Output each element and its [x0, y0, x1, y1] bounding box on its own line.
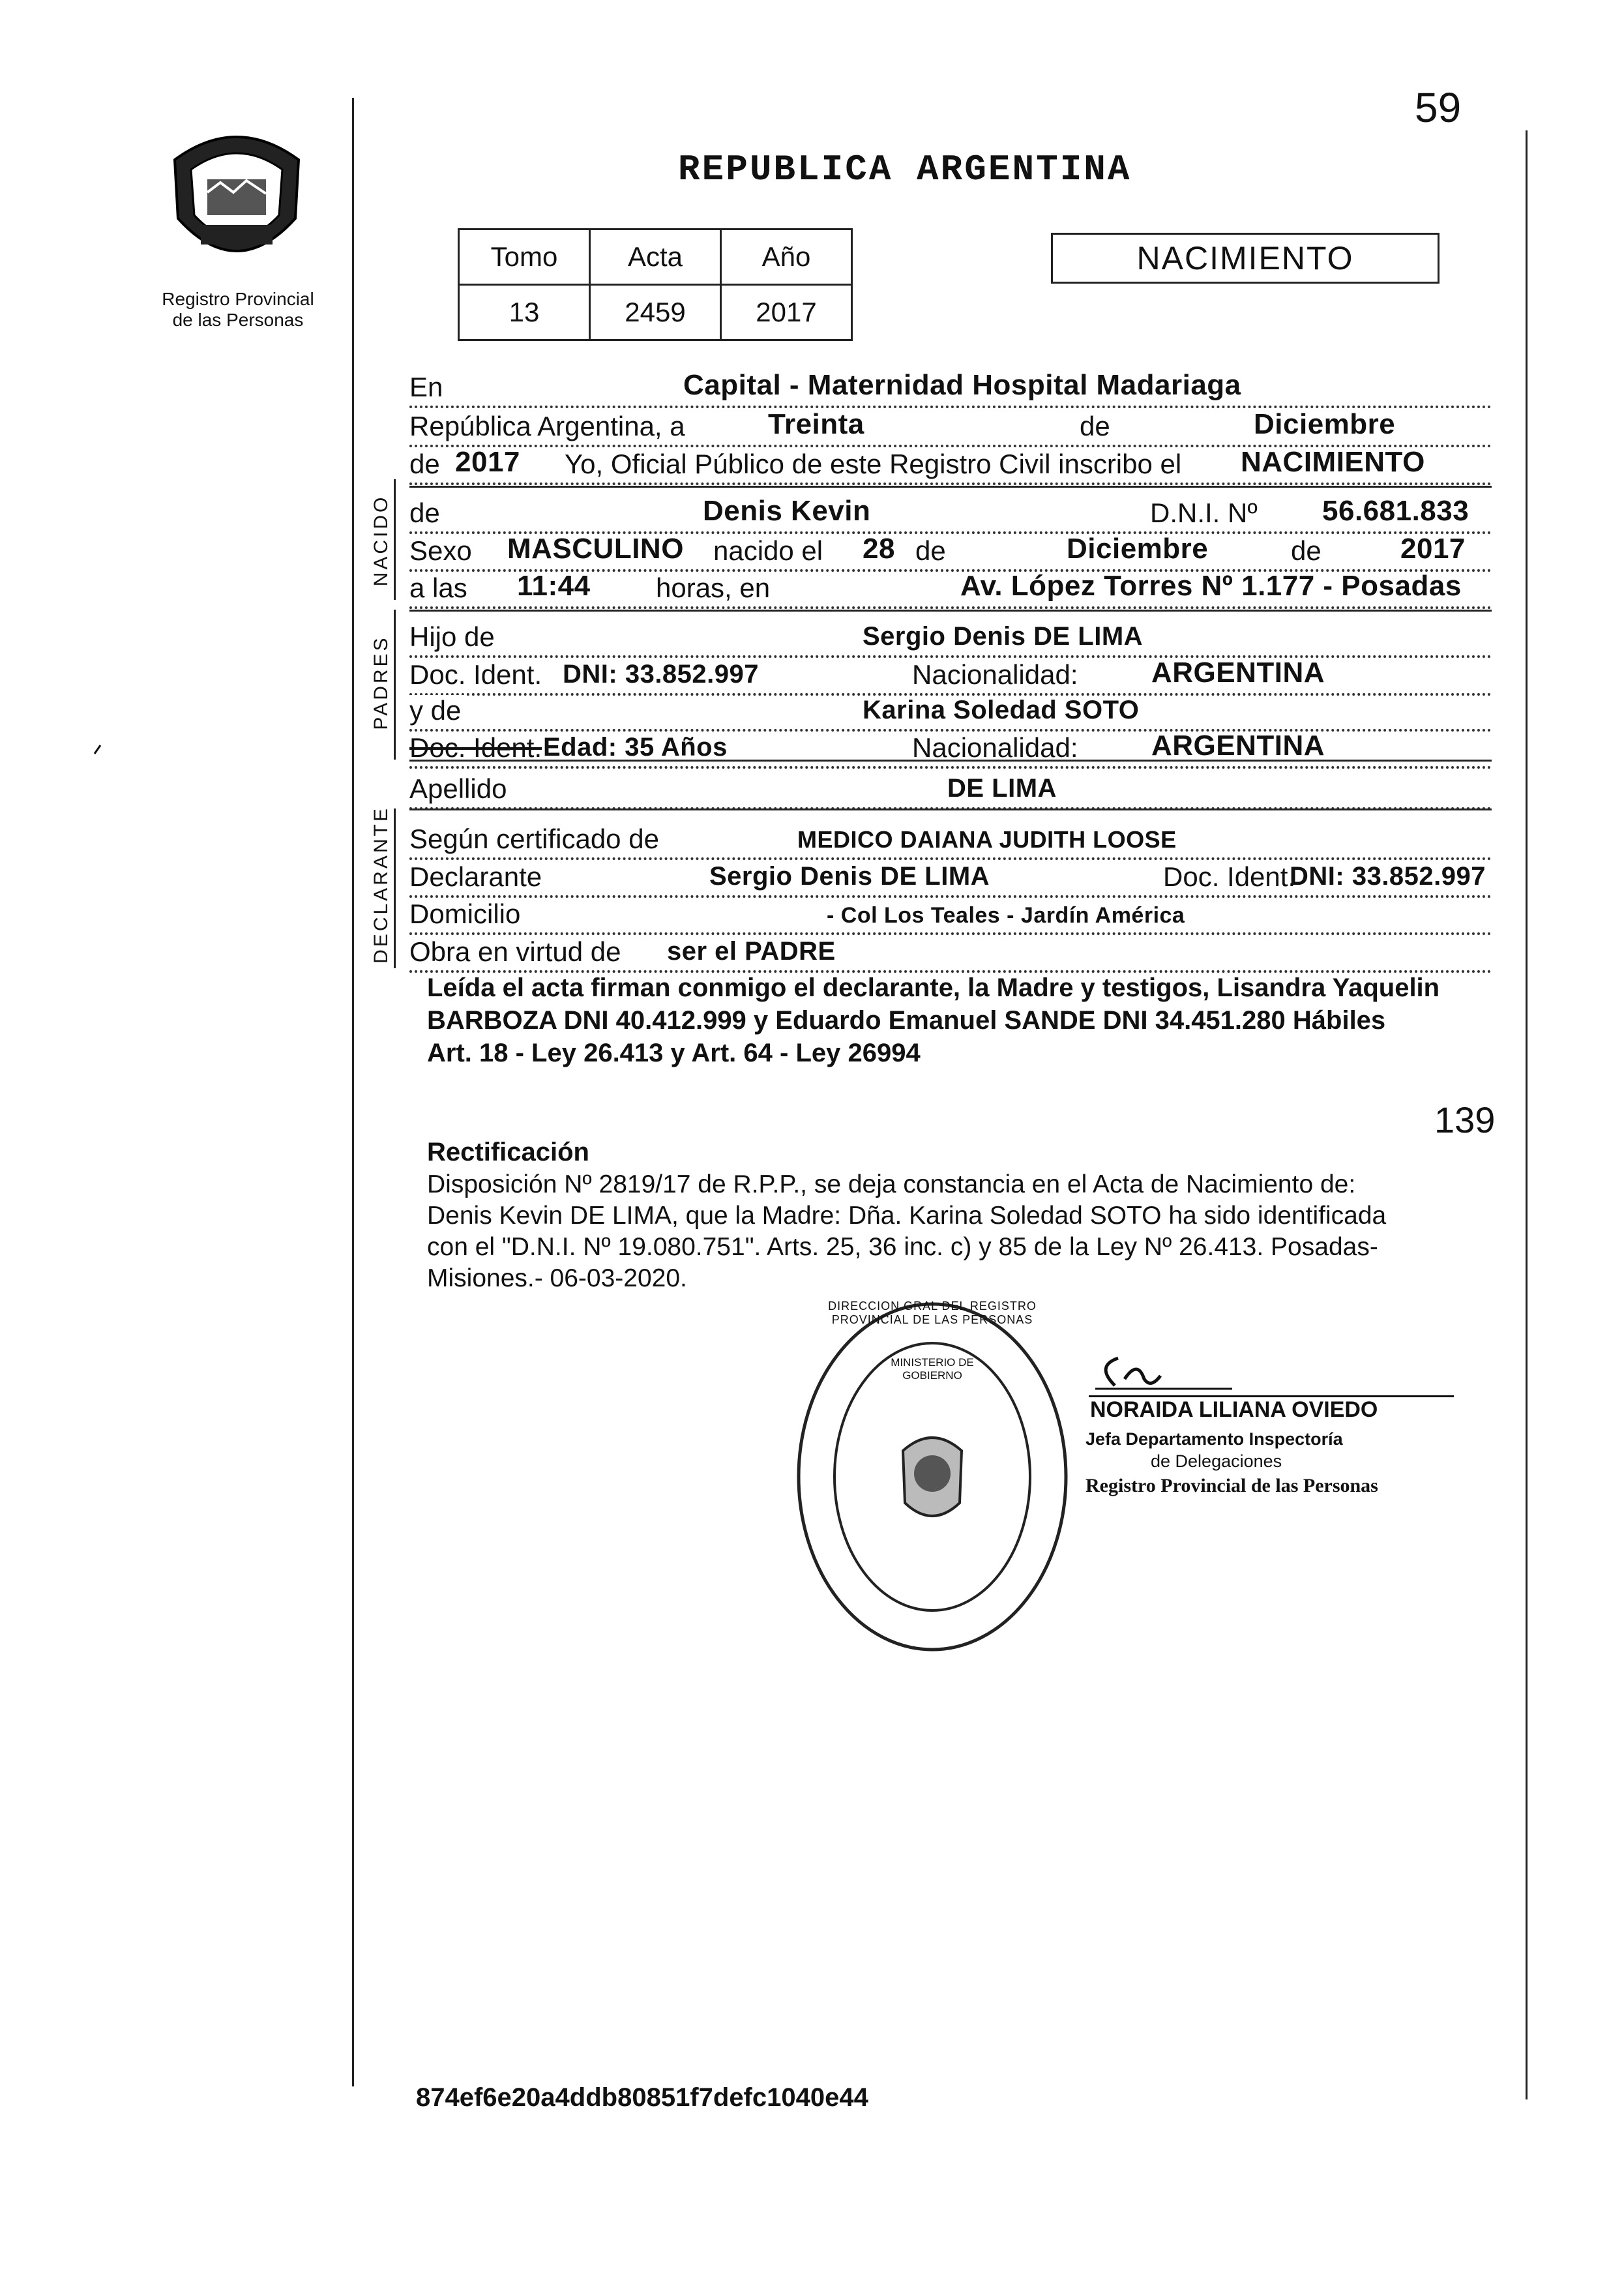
de3-label: de — [409, 497, 444, 529]
rectificacion-line3: con el "D.N.I. Nº 19.080.751". Arts. 25, 36 inc. c) y 85 de la Ley Nº 26.413. Posadas- — [427, 1233, 1378, 1261]
republica-label: República Argentina, a — [409, 411, 689, 442]
section-label-nacido: NACIDO — [370, 494, 392, 587]
certificado-value: MEDICO DAIANA JUDITH LOOSE — [797, 826, 1177, 853]
y-de-label: y de — [409, 695, 465, 726]
madre-doc-value: Edad: 35 Años — [543, 733, 728, 762]
sexo-label: Sexo — [409, 535, 476, 567]
sexo-value: MASCULINO — [507, 533, 684, 565]
horas-label: horas, en — [652, 572, 774, 604]
lectura-line1: Leída el acta firman conmigo el declarante, la Madre y testigos, Lisandra Yaquelin — [427, 973, 1440, 1002]
nacido-label: nacido el — [709, 535, 827, 567]
padre-value: Sergio Denis DE LIMA — [863, 622, 1144, 651]
madre-nac-label: Nacionalidad: — [908, 732, 1082, 764]
right-margin-line — [1526, 130, 1528, 2099]
lectura-paragraph — [427, 971, 1439, 1069]
nombre-value: Denis Kevin — [703, 495, 871, 527]
acta-type-box — [1051, 233, 1439, 284]
obra-value: ser el PADRE — [667, 937, 836, 966]
signature-org: Registro Provincial de las Personas — [1085, 1475, 1378, 1496]
left-margin-line — [352, 98, 354, 2086]
acta-header-tomo: Tomo — [459, 230, 590, 285]
acta-header-acta: Acta — [590, 230, 721, 285]
madre-value: Karina Soledad SOTO — [863, 696, 1140, 724]
page-number-mid: 139 — [1434, 1099, 1496, 1140]
lectura-line3: Art. 18 - Ley 26.413 y Art. 64 - Ley 26994 — [427, 1039, 921, 1067]
divider-4 — [409, 808, 1492, 810]
acta-table — [458, 228, 853, 341]
padre-nac-value: ARGENTINA — [1151, 657, 1325, 689]
signature-name: NORAIDA LILIANA OVIEDO — [1090, 1397, 1378, 1422]
acta-value-anio: 2017 — [721, 285, 852, 340]
section-label-padres: PADRES — [370, 635, 392, 730]
declarante-value: Sergio Denis DE LIMA — [709, 862, 990, 891]
declarante-section-bar — [394, 808, 396, 968]
dni-label: D.N.I. Nº — [1146, 497, 1262, 529]
dni-value: 56.681.833 — [1322, 495, 1469, 527]
decl-doc-label: Doc. Ident. — [1159, 861, 1299, 893]
oficial-text: Yo, Oficial Público de este Registro Civil inscribo el — [561, 449, 1185, 480]
inscribo-value: NACIMIENTO — [1241, 446, 1425, 478]
de4-label: de — [911, 535, 950, 567]
dia-value: Treinta — [768, 408, 864, 440]
document-hash: 874ef6e20a4ddb80851f7defc1040e44 — [416, 2083, 868, 2112]
nac-mes-value: Diciembre — [1067, 533, 1209, 565]
lectura-line2: BARBOZA DNI 40.412.999 y Eduardo Emanuel SANDE DNI 34.451.280 Hábiles — [427, 1006, 1386, 1035]
domicilio-label: Domicilio — [409, 898, 524, 930]
row-oficial — [409, 437, 1492, 485]
padre-doc-value: DNI: 33.852.997 — [563, 660, 760, 689]
acta-value-tomo: 13 — [459, 285, 590, 340]
row-hora — [409, 561, 1492, 609]
lugar-value: Av. López Torres Nº 1.177 - Posadas — [960, 570, 1462, 602]
declarante-label: Declarante — [409, 861, 546, 893]
de2-label: de — [409, 449, 444, 480]
anio-value: 2017 — [455, 446, 520, 478]
de-label: de — [1076, 411, 1114, 442]
nac-dia-value: 28 — [863, 533, 895, 565]
stamp-inner-text: MINISTERIO DE GOBIERNO — [891, 1356, 974, 1382]
domicilio-value: - Col Los Teales - Jardín América — [827, 903, 1185, 928]
acta-header-anio: Año — [721, 230, 852, 285]
logo-caption-line2: de las Personas — [172, 310, 304, 330]
certificado-label: Según certificado de — [409, 823, 663, 855]
rectificacion-paragraph — [427, 1169, 1386, 1294]
signature-role1: Jefa Departamento Inspectoría — [1085, 1429, 1343, 1449]
acta-type-label: NACIMIENTO — [1136, 240, 1354, 276]
nac-anio-value: 2017 — [1400, 533, 1466, 565]
acta-value-acta: 2459 — [590, 285, 721, 340]
rectificacion-line1: Disposición Nº 2819/17 de R.P.P., se deja constancia en el Acta de Nacimiento de: — [427, 1170, 1356, 1198]
provincial-logo — [155, 121, 318, 284]
a-las-label: a las — [409, 572, 471, 604]
nacido-section-bar — [394, 479, 396, 600]
page-number-top: 59 — [1415, 84, 1462, 131]
rectificacion-line2: Denis Kevin DE LIMA, que la Madre: Dña. Karina Soledad SOTO ha sido identificada — [427, 1202, 1387, 1230]
pen-mark — [91, 743, 104, 756]
official-stamp — [789, 1294, 1076, 1659]
section-label-declarante: DECLARANTE — [370, 806, 392, 964]
document-title: REPUBLICA ARGENTINA — [678, 149, 1132, 190]
hijo-label: Hijo de — [409, 621, 499, 653]
row-apellido — [409, 762, 1492, 810]
padre-nac-label: Nacionalidad: — [908, 659, 1082, 690]
apellido-label: Apellido — [409, 773, 510, 805]
decl-doc-value: DNI: 33.852.997 — [1290, 862, 1486, 891]
signature-role2: de Delegaciones — [1151, 1451, 1282, 1471]
stamp-ring-text: DIRECCION GRAL DEL REGISTRO PROVINCIAL DE LAS PERSONAS — [828, 1299, 1037, 1326]
apellido-value: DE LIMA — [947, 774, 1057, 803]
logo-caption-line1: Registro Provincial — [162, 289, 314, 309]
obra-label: Obra en virtud de — [409, 936, 625, 968]
rectificacion-line4: Misiones.- 06-03-2020. — [427, 1264, 687, 1292]
en-label: En — [409, 372, 447, 403]
de5-label: de — [1287, 535, 1325, 567]
row-obra — [409, 925, 1492, 973]
padre-doc-label: Doc. Ident. — [409, 659, 546, 690]
hora-value: 11:44 — [517, 570, 591, 602]
signature-scribble — [1089, 1353, 1239, 1392]
en-value: Capital - Maternidad Hospital Madariaga — [683, 369, 1241, 401]
mes-value: Diciembre — [1254, 408, 1396, 440]
madre-nac-value: ARGENTINA — [1151, 730, 1325, 762]
rectificacion-title: Rectificación — [427, 1138, 589, 1166]
madre-doc-label: Doc. Ident. — [409, 732, 546, 764]
padres-section-bar — [394, 610, 396, 760]
